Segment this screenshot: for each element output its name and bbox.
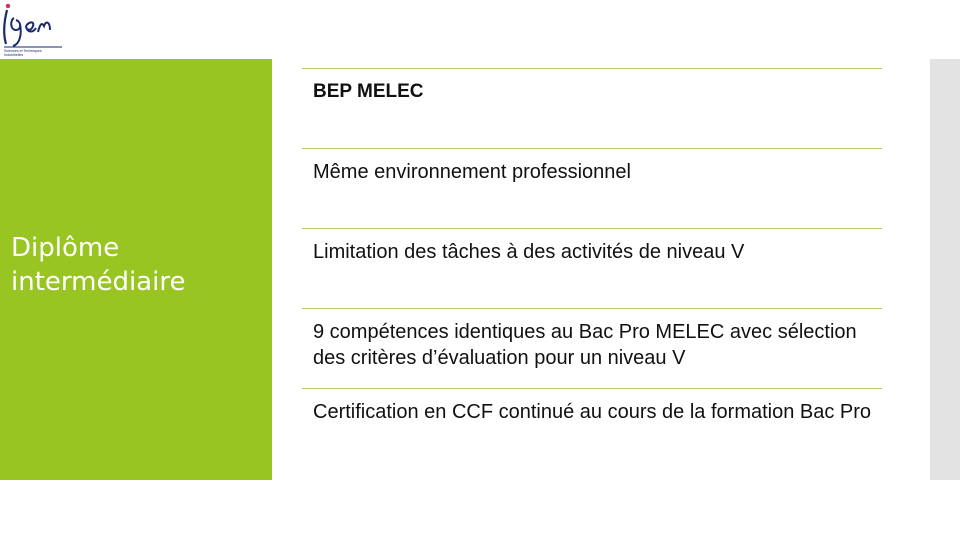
logo-caption: Industrielles bbox=[4, 53, 24, 57]
bullet-list bbox=[302, 68, 882, 468]
list-item: Même environnement professionnel bbox=[302, 148, 882, 228]
list-item: 9 compétences identiques au Bac Pro MELEC avec sélection des critères d’évaluation pour un niveau V bbox=[302, 308, 882, 388]
right-gray-strip bbox=[930, 59, 960, 480]
list-item: Certification en CCF continué au cours de la formation Bac Pro bbox=[302, 388, 882, 468]
panel-title-line: Diplôme bbox=[11, 233, 120, 263]
panel-title-line: intermédiaire bbox=[11, 267, 186, 297]
list-item: Limitation des tâches à des activités de niveau V bbox=[302, 228, 882, 308]
list-item: BEP MELEC bbox=[302, 68, 882, 148]
igen-logo bbox=[0, 0, 64, 60]
logo-caption: Sciences et Techniques bbox=[4, 49, 42, 53]
panel-title bbox=[11, 231, 261, 299]
